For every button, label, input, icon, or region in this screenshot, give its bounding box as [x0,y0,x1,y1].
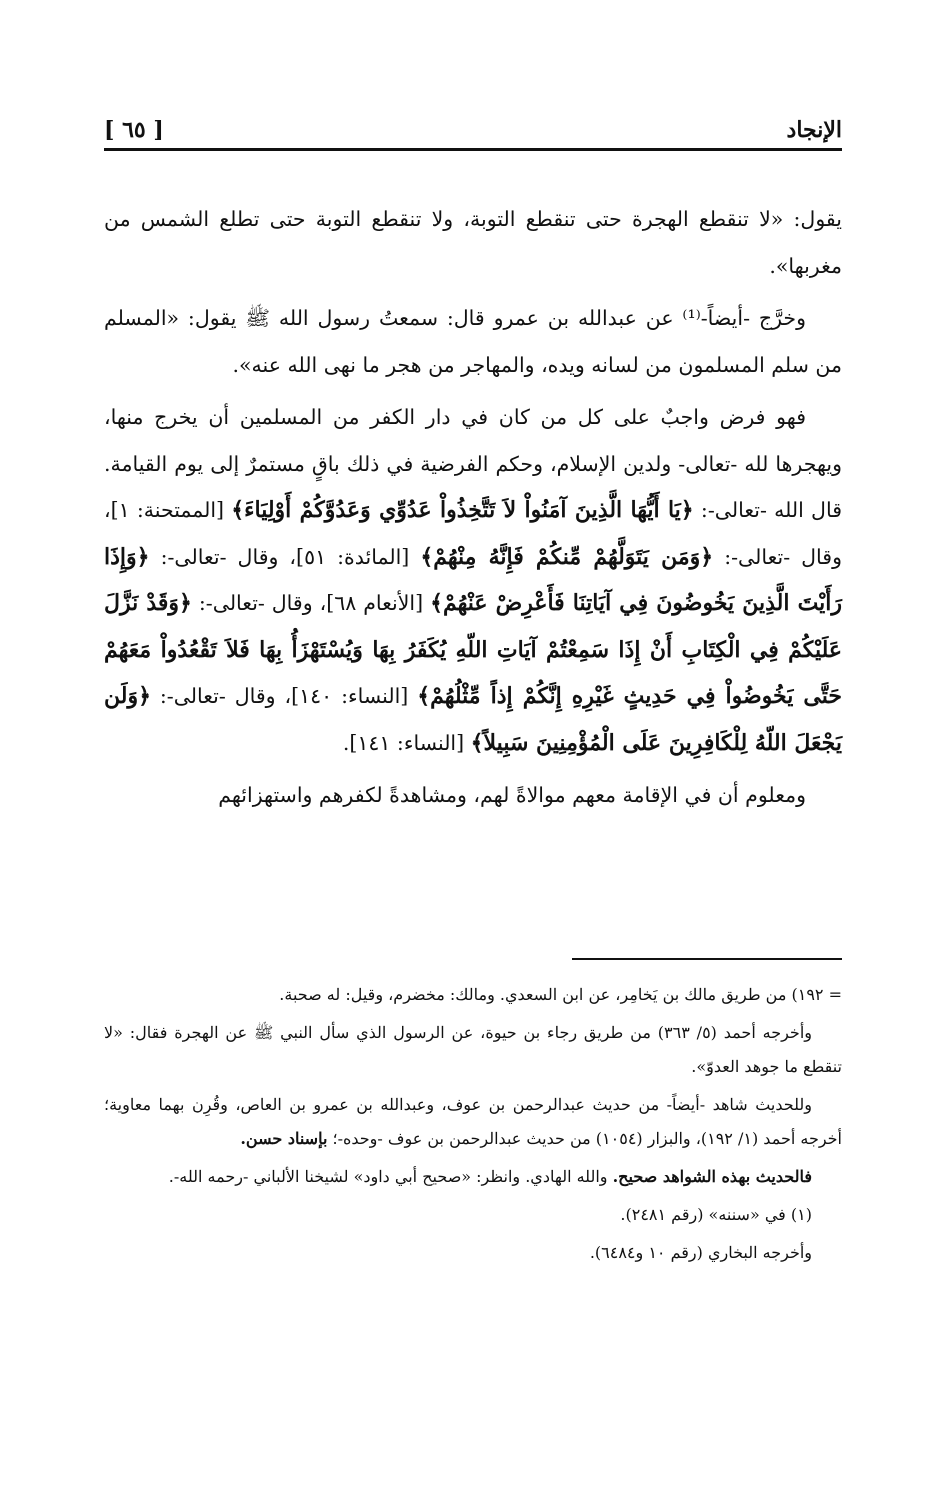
quran-verse-1: ﴿يَا أَيُّهَا الَّذِينَ آمَنُواْ لاَ تَتَّخِذُواْ عَدُوِّي وَعَدُوَّكُمْ أَوْلِيَاءَ﴾ [231,497,694,523]
paragraph-3-text-d: [الأنعام ٦٨]، وقال -تعالى-: [191,591,431,615]
footnote-1-bukhari: وأخرجه البخاري (رقم ١٠ و٦٤٨٤). [589,1243,812,1262]
footnotes [104,978,842,1274]
paragraph-1: يقول: «لا تنقطع الهجرة حتى تنقطع التوبة، ولا تنقطع التوبة حتى تطلع الشمس من مغربها». [104,207,842,278]
footnote-separator [572,958,842,960]
running-header [104,108,842,144]
footnote-witness [104,1088,842,1156]
footnote-continued: = ١٩٢) من طريق مالك بن يَخامِر، عن ابن السعدي. ومالك: مخضرم، وقيل: له صحبة. [279,985,842,1004]
footnote-witness-grade: بإسناد حسن. [240,1129,328,1148]
paragraph-3-text-e: [النساء: ١٤٠]، وقال -تعالى-: [150,684,418,708]
footnote-conclusion-bold: فالحديث بهذه الشواهد صحيح. [612,1167,812,1186]
quran-verse-3: ﴿وَإِذَا رَأَيْتَ الَّذِينَ يَخُوضُونَ فِي آيَاتِنَا فَأَعْرِضْ عَنْهُمْ﴾ [104,543,843,616]
header-rule [104,148,842,151]
header-title: الإنجاد [786,117,842,143]
footnote-ahmad: وأخرجه أحمد (٥/ ٣٦٣) من طريق رجاء بن حيوة، عن الرسول الذي سأل النبي ﷺ عن الهجرة فقال: «لا تنقطع ما جوهد العدوّ». [104,1023,842,1076]
paragraph-3 [104,394,842,766]
footnote-conclusion [104,1160,842,1194]
quran-verse-4: ﴿وَقَدْ نَزَّلَ عَلَيْكُمْ فِي الْكِتَابِ أَنْ إِذَا سَمِعْتُمْ آيَاتِ اللّهِ يُكَفَرُ بِهَا وَيُسْتَهْزَأُ بِهَا فَلاَ تَقْعُدُواْ مَعَهُمْ حَتَّى يَخُوضُواْ فِي حَدِيثٍ غَيْرِهِ إِنَّكُمْ إِذاً مِّثْلُهُمْ﴾ [104,590,843,709]
paragraph-3-text-c: [المائدة: ٥١]، وقال -تعالى-: [149,544,421,569]
footnote-conclusion-text: والله الهادي. وانظر: «صحيح أبي داود» لشيخنا الألباني -رحمه الله-. [168,1167,613,1186]
footnote-1: (١) في «سننه» (رقم ٢٤٨١). [620,1205,812,1224]
page-number: [ ٦٥ ] [104,117,164,143]
quran-verse-2: ﴿وَمَن يَتَوَلَّهُمْ مِّنكُمْ فَإِنَّهُ مِنْهُمْ﴾ [420,543,714,570]
paragraph-4: ومعلوم أن في الإقامة معهم موالاةً لهم، ومشاهدةً لكفرهم واستهزائهم [218,783,806,807]
paragraph-3-text-a: فهو فرض واجبٌ على كل من كان في دار الكفر من المسلمين أن يخرج منها، ويهجرها لله -تعالى- ولدين الإسلام، وحكم الفرضية في ذلك باقٍ مستمرٌ إلى يوم القيامة. قال الله -تعالى-: [104,405,842,522]
quran-verse-5: ﴿وَلَن يَجْعَلَ اللّهُ لِلْكَافِرِينَ عَلَى الْمُؤْمِنِينَ سَبِيلاً﴾ [104,683,842,756]
paragraph-2: وخرَّج -أيضاً-⁽¹⁾ عن عبدالله بن عمرو قال: سمعتُ رسول الله ﷺ يقول: «المسلم من سلم المسلمون من لسانه ويده، والمهاجر من هجر ما نهى الله عنه». [104,306,842,377]
paragraph-3-text-b: [الممتحنة: ١]، وقال -تعالى-: [104,498,843,569]
footnote-witness-text: وللحديث شاهد -أيضاً- من حديث عبدالرحمن بن عوف، وعبدالله بن عمرو بن العاص، وقُرِن بهما معاوية؛ أخرجه أحمد (١/ ١٩٢)، والبزار (١٠٥٤) من حديث عبدالرحمن بن عوف -وحده-؛ [104,1095,842,1148]
main-text [104,196,842,825]
paragraph-3-text-f: [النساء: ١٤١]. [342,730,471,755]
